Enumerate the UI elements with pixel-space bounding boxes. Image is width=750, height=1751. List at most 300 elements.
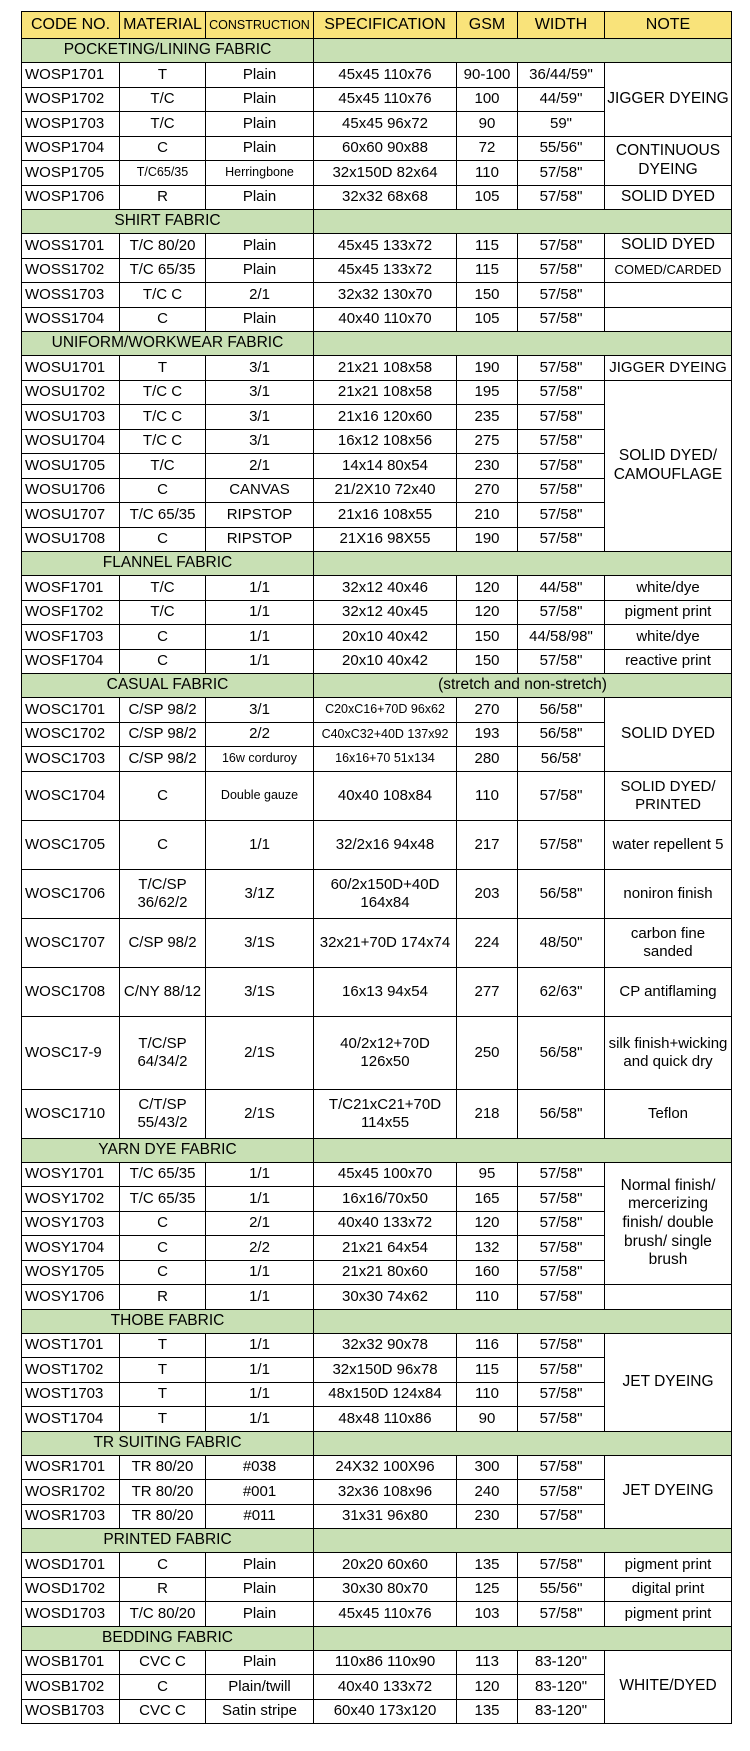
code-cell: WOSY1701	[22, 1162, 120, 1187]
gsm-cell: 105	[457, 307, 518, 332]
construction-cell: 2/2	[206, 1236, 314, 1261]
gsm-cell: 235	[457, 405, 518, 430]
spec-cell: 32/2x16 94x48	[314, 820, 457, 869]
gsm-cell: 110	[457, 161, 518, 186]
construction-cell: Plain	[206, 136, 314, 161]
code-cell: WOSR1702	[22, 1480, 120, 1505]
construction-cell: 1/1	[206, 1285, 314, 1310]
spec-cell: 32x21+70D 174x74	[314, 918, 457, 967]
gsm-cell: 120	[457, 600, 518, 625]
table-row	[22, 649, 732, 674]
code-cell: WOSP1706	[22, 185, 120, 210]
material-cell: C	[120, 1236, 206, 1261]
note-cell: JET DYEING	[605, 1333, 732, 1431]
code-cell: WOSB1701	[22, 1650, 120, 1675]
construction-cell: 2/1S	[206, 1016, 314, 1089]
gsm-cell: 150	[457, 625, 518, 650]
note-cell: white/dye	[605, 576, 732, 601]
width-cell: 55/56"	[518, 1577, 605, 1602]
construction-cell: #001	[206, 1480, 314, 1505]
material-cell: T/C C	[120, 380, 206, 405]
construction-cell: Double gauze	[206, 771, 314, 820]
table-row	[22, 698, 732, 723]
code-cell: WOSP1703	[22, 112, 120, 137]
material-cell: C	[120, 1211, 206, 1236]
material-cell: T/C	[120, 600, 206, 625]
material-cell: T	[120, 1358, 206, 1383]
table-row	[22, 820, 732, 869]
code-cell: WOSD1702	[22, 1577, 120, 1602]
material-cell: C	[120, 527, 206, 552]
section-title: SHIRT FABRIC	[22, 210, 314, 234]
construction-cell: 16w corduroy	[206, 747, 314, 772]
construction-cell: 3/1	[206, 405, 314, 430]
width-cell: 57/58"	[518, 1455, 605, 1480]
gsm-cell: 103	[457, 1602, 518, 1627]
table-row	[22, 625, 732, 650]
material-cell: T/C 65/35	[120, 1162, 206, 1187]
width-cell: 44/59"	[518, 87, 605, 112]
table-row	[22, 576, 732, 601]
note-cell: Normal finish/ mercerizing finish/ double brush/ single brush	[605, 1162, 732, 1285]
spec-cell: 60/2x150D+40D 164x84	[314, 869, 457, 918]
spec-cell: T/C21xC21+70D 114x55	[314, 1089, 457, 1138]
section-title: PRINTED FABRIC	[22, 1529, 314, 1553]
gsm-cell: 115	[457, 234, 518, 259]
gsm-cell: 203	[457, 869, 518, 918]
spec-cell: 32x32 90x78	[314, 1333, 457, 1358]
spec-cell: 32x150D 82x64	[314, 161, 457, 186]
note-cell: CP antiflaming	[605, 967, 732, 1016]
construction-cell: Plain	[206, 1650, 314, 1675]
code-cell: WOSU1701	[22, 356, 120, 381]
width-cell: 57/58"	[518, 356, 605, 381]
material-cell: T/C	[120, 112, 206, 137]
note-cell: SOLID DYED	[605, 185, 732, 210]
gsm-cell: 135	[457, 1699, 518, 1724]
spec-cell: 60x60 90x88	[314, 136, 457, 161]
table-row	[22, 307, 732, 332]
code-cell: WOSC1704	[22, 771, 120, 820]
note-cell: JET DYEING	[605, 1455, 732, 1529]
code-cell: WOSU1704	[22, 429, 120, 454]
code-cell: WOSF1702	[22, 600, 120, 625]
code-cell: WOSC1706	[22, 869, 120, 918]
construction-cell: 3/1	[206, 380, 314, 405]
header-width: WIDTH	[518, 12, 605, 39]
code-cell: WOST1701	[22, 1333, 120, 1358]
spec-cell: 14x14 80x54	[314, 454, 457, 479]
code-cell: WOSS1701	[22, 234, 120, 259]
note-cell: CONTINUOUS DYEING	[605, 136, 732, 185]
code-cell: WOSC1710	[22, 1089, 120, 1138]
width-cell: 59"	[518, 112, 605, 137]
construction-cell: 1/1	[206, 649, 314, 674]
gsm-cell: 230	[457, 454, 518, 479]
code-cell: WOSP1702	[22, 87, 120, 112]
table-row	[22, 1455, 732, 1480]
material-cell: TR 80/20	[120, 1504, 206, 1529]
construction-cell: #038	[206, 1455, 314, 1480]
construction-cell: Plain	[206, 258, 314, 283]
gsm-cell: 250	[457, 1016, 518, 1089]
section-title: YARN DYE FABRIC	[22, 1138, 314, 1162]
gsm-cell: 193	[457, 722, 518, 747]
gsm-cell: 110	[457, 1382, 518, 1407]
width-cell: 57/58"	[518, 1602, 605, 1627]
material-cell: T	[120, 1333, 206, 1358]
spec-cell: 20x20 60x60	[314, 1553, 457, 1578]
material-cell: C/T/SP 55/43/2	[120, 1089, 206, 1138]
header-construction: CONSTRUCTION	[206, 12, 314, 39]
gsm-cell: 113	[457, 1650, 518, 1675]
gsm-cell: 125	[457, 1577, 518, 1602]
construction-cell: 3/1S	[206, 918, 314, 967]
material-cell: C	[120, 820, 206, 869]
width-cell: 56/58"	[518, 1016, 605, 1089]
code-cell: WOSC1707	[22, 918, 120, 967]
width-cell: 57/58"	[518, 258, 605, 283]
code-cell: WOSY1706	[22, 1285, 120, 1310]
width-cell: 57/58"	[518, 1211, 605, 1236]
material-cell: CVC C	[120, 1699, 206, 1724]
gsm-cell: 190	[457, 356, 518, 381]
table-row	[22, 1333, 732, 1358]
construction-cell: Plain	[206, 185, 314, 210]
code-cell: WOSY1704	[22, 1236, 120, 1261]
width-cell: 62/63"	[518, 967, 605, 1016]
spec-cell: 45x45 110x76	[314, 1602, 457, 1627]
code-cell: WOSC1702	[22, 722, 120, 747]
gsm-cell: 160	[457, 1260, 518, 1285]
gsm-cell: 110	[457, 1285, 518, 1310]
table-row	[22, 1285, 732, 1310]
spec-cell: 20x10 40x42	[314, 625, 457, 650]
header-material: MATERIAL	[120, 12, 206, 39]
note-cell: SOLID DYED	[605, 234, 732, 259]
material-cell: TR 80/20	[120, 1480, 206, 1505]
header-gsm: GSM	[457, 12, 518, 39]
material-cell: T/C 65/35	[120, 258, 206, 283]
spec-cell: 48x48 110x86	[314, 1407, 457, 1432]
table-row	[22, 380, 732, 405]
gsm-cell: 300	[457, 1455, 518, 1480]
code-cell: WOSY1705	[22, 1260, 120, 1285]
construction-cell: 1/1	[206, 576, 314, 601]
code-cell: WOSR1701	[22, 1455, 120, 1480]
construction-cell: 1/1	[206, 600, 314, 625]
spec-cell: 21x16 108x55	[314, 503, 457, 528]
note-cell: WHITE/DYED	[605, 1650, 732, 1724]
gsm-cell: 217	[457, 820, 518, 869]
spec-cell: 32x150D 96x78	[314, 1358, 457, 1383]
material-cell: C/SP 98/2	[120, 722, 206, 747]
spec-cell: 24X32 100X96	[314, 1455, 457, 1480]
section-bedding	[22, 1626, 732, 1650]
width-cell: 44/58/98"	[518, 625, 605, 650]
table-row	[22, 136, 732, 161]
gsm-cell: 120	[457, 576, 518, 601]
material-cell: T	[120, 1382, 206, 1407]
material-cell: T/C 80/20	[120, 234, 206, 259]
section-flannel	[22, 552, 732, 576]
material-cell: T/C 65/35	[120, 503, 206, 528]
width-cell: 57/58"	[518, 234, 605, 259]
width-cell: 57/58"	[518, 1504, 605, 1529]
material-cell: T	[120, 356, 206, 381]
width-cell: 56/58"	[518, 698, 605, 723]
construction-cell: 2/1	[206, 1211, 314, 1236]
spec-cell: 20x10 40x42	[314, 649, 457, 674]
material-cell: T/C	[120, 576, 206, 601]
material-cell: CVC C	[120, 1650, 206, 1675]
section-title: THOBE FABRIC	[22, 1309, 314, 1333]
spec-cell: 32x32 130x70	[314, 283, 457, 308]
section-casual	[22, 674, 732, 698]
material-cell: T/C65/35	[120, 161, 206, 186]
material-cell: T/C	[120, 87, 206, 112]
width-cell: 57/58"	[518, 1480, 605, 1505]
spec-cell: 21/2X10 72x40	[314, 478, 457, 503]
note-cell: carbon fine sanded	[605, 918, 732, 967]
code-cell: WOST1702	[22, 1358, 120, 1383]
construction-cell: 2/1	[206, 283, 314, 308]
gsm-cell: 195	[457, 380, 518, 405]
table-row	[22, 1577, 732, 1602]
table-row	[22, 185, 732, 210]
construction-cell: Plain	[206, 1602, 314, 1627]
width-cell: 57/58"	[518, 1187, 605, 1212]
section-tr-suiting	[22, 1431, 732, 1455]
code-cell: WOSP1705	[22, 161, 120, 186]
spec-cell: C40xC32+40D 137x92	[314, 722, 457, 747]
material-cell: T/C	[120, 454, 206, 479]
width-cell: 83-120"	[518, 1650, 605, 1675]
code-cell: WOSF1704	[22, 649, 120, 674]
material-cell: T/C 65/35	[120, 1187, 206, 1212]
note-cell: white/dye	[605, 625, 732, 650]
note-cell: JIGGER DYEING	[605, 63, 732, 137]
width-cell: 48/50"	[518, 918, 605, 967]
table-row	[22, 356, 732, 381]
code-cell: WOSC1701	[22, 698, 120, 723]
table-row	[22, 869, 732, 918]
note-cell: pigment print	[605, 1602, 732, 1627]
code-cell: WOSS1704	[22, 307, 120, 332]
width-cell: 57/58"	[518, 503, 605, 528]
code-cell: WOSP1704	[22, 136, 120, 161]
gsm-cell: 270	[457, 478, 518, 503]
width-cell: 57/58"	[518, 307, 605, 332]
note-cell: reactive print	[605, 649, 732, 674]
width-cell: 57/58"	[518, 161, 605, 186]
code-cell: WOSU1702	[22, 380, 120, 405]
width-cell: 57/58"	[518, 1553, 605, 1578]
width-cell: 57/58"	[518, 600, 605, 625]
spec-cell: 16x12 108x56	[314, 429, 457, 454]
table-row	[22, 258, 732, 283]
code-cell: WOSU1703	[22, 405, 120, 430]
gsm-cell: 230	[457, 1504, 518, 1529]
note-cell: Teflon	[605, 1089, 732, 1138]
construction-cell: 1/1	[206, 1382, 314, 1407]
material-cell: C	[120, 136, 206, 161]
width-cell: 57/58"	[518, 1333, 605, 1358]
spec-cell: 16x16+70 51x134	[314, 747, 457, 772]
construction-cell: Plain	[206, 1577, 314, 1602]
code-cell: WOSB1703	[22, 1699, 120, 1724]
width-cell: 57/58"	[518, 1407, 605, 1432]
code-cell: WOSD1703	[22, 1602, 120, 1627]
gsm-cell: 110	[457, 771, 518, 820]
note-cell: silk finish+wicking and quick dry	[605, 1016, 732, 1089]
spec-cell: 32x32 68x68	[314, 185, 457, 210]
width-cell: 57/58"	[518, 405, 605, 430]
width-cell: 57/58"	[518, 1260, 605, 1285]
table-row	[22, 1016, 732, 1089]
construction-cell: 3/1	[206, 698, 314, 723]
note-cell: COMED/CARDED	[605, 258, 732, 283]
material-cell: C	[120, 478, 206, 503]
construction-cell: 1/1	[206, 625, 314, 650]
code-cell: WOSU1708	[22, 527, 120, 552]
spec-cell: 45x45 96x72	[314, 112, 457, 137]
note-cell: noniron finish	[605, 869, 732, 918]
table-row	[22, 600, 732, 625]
spec-cell: 40x40 133x72	[314, 1211, 457, 1236]
section-yarn-dye	[22, 1138, 732, 1162]
width-cell: 44/58"	[518, 576, 605, 601]
construction-cell: 1/1	[206, 1260, 314, 1285]
gsm-cell: 115	[457, 1358, 518, 1383]
material-cell: T/C 80/20	[120, 1602, 206, 1627]
material-cell: C/SP 98/2	[120, 698, 206, 723]
gsm-cell: 165	[457, 1187, 518, 1212]
table-row	[22, 967, 732, 1016]
code-cell: WOSC1708	[22, 967, 120, 1016]
table-row	[22, 1602, 732, 1627]
construction-cell: 3/1	[206, 356, 314, 381]
construction-cell: RIPSTOP	[206, 527, 314, 552]
header-row	[22, 12, 732, 39]
spec-cell: 45x45 100x70	[314, 1162, 457, 1187]
note-cell: pigment print	[605, 1553, 732, 1578]
code-cell: WOSS1702	[22, 258, 120, 283]
spec-cell: 32x12 40x46	[314, 576, 457, 601]
table-row	[22, 63, 732, 88]
width-cell: 56/58"	[518, 722, 605, 747]
fabric-table	[21, 11, 732, 1724]
code-cell: WOSP1701	[22, 63, 120, 88]
material-cell: R	[120, 1577, 206, 1602]
material-cell: T/C C	[120, 405, 206, 430]
construction-cell: 1/1	[206, 820, 314, 869]
header-code: CODE NO.	[22, 12, 120, 39]
gsm-cell: 120	[457, 1675, 518, 1700]
code-cell: WOSF1701	[22, 576, 120, 601]
width-cell: 57/58"	[518, 527, 605, 552]
width-cell: 56/58"	[518, 869, 605, 918]
gsm-cell: 95	[457, 1162, 518, 1187]
spec-cell: 110x86 110x90	[314, 1650, 457, 1675]
code-cell: WOST1703	[22, 1382, 120, 1407]
spec-cell: C20xC16+70D 96x62	[314, 698, 457, 723]
section-title: CASUAL FABRIC	[22, 674, 314, 698]
section-shirt	[22, 210, 732, 234]
width-cell: 56/58"	[518, 1089, 605, 1138]
construction-cell: Plain	[206, 87, 314, 112]
material-cell: C	[120, 307, 206, 332]
note-cell: water repellent 5	[605, 820, 732, 869]
gsm-cell: 280	[457, 747, 518, 772]
spec-cell: 48x150D 124x84	[314, 1382, 457, 1407]
width-cell: 57/58"	[518, 1358, 605, 1383]
width-cell: 57/58"	[518, 429, 605, 454]
table-row	[22, 771, 732, 820]
spec-cell: 16x13 94x54	[314, 967, 457, 1016]
spec-cell: 30x30 74x62	[314, 1285, 457, 1310]
note-cell: SOLID DYED	[605, 698, 732, 772]
material-cell: T/C C	[120, 283, 206, 308]
construction-cell: 1/1	[206, 1333, 314, 1358]
gsm-cell: 190	[457, 527, 518, 552]
gsm-cell: 90	[457, 112, 518, 137]
material-cell: C/NY 88/12	[120, 967, 206, 1016]
code-cell: WOSC1705	[22, 820, 120, 869]
table-row	[22, 234, 732, 259]
section-title: UNIFORM/WORKWEAR FABRIC	[22, 332, 314, 356]
construction-cell: Plain	[206, 112, 314, 137]
construction-cell: CANVAS	[206, 478, 314, 503]
spec-cell: 60x40 173x120	[314, 1699, 457, 1724]
construction-cell: 1/1	[206, 1187, 314, 1212]
header-note: NOTE	[605, 12, 732, 39]
gsm-cell: 270	[457, 698, 518, 723]
gsm-cell: 105	[457, 185, 518, 210]
width-cell: 57/58"	[518, 771, 605, 820]
material-cell: R	[120, 1285, 206, 1310]
spec-cell: 40x40 110x70	[314, 307, 457, 332]
section-uniform	[22, 332, 732, 356]
section-title: POCKETING/LINING FABRIC	[22, 39, 314, 63]
spec-cell: 32x12 40x45	[314, 600, 457, 625]
table-row	[22, 1553, 732, 1578]
construction-cell: 3/1S	[206, 967, 314, 1016]
material-cell: C	[120, 1675, 206, 1700]
construction-cell: RIPSTOP	[206, 503, 314, 528]
construction-cell: Plain	[206, 63, 314, 88]
construction-cell: Herringbone	[206, 161, 314, 186]
spec-cell: 21x21 80x60	[314, 1260, 457, 1285]
material-cell: T/C C	[120, 429, 206, 454]
spec-cell: 40x40 108x84	[314, 771, 457, 820]
section-title: TR SUITING FABRIC	[22, 1431, 314, 1455]
material-cell: C	[120, 1260, 206, 1285]
construction-cell: Plain	[206, 307, 314, 332]
gsm-cell: 277	[457, 967, 518, 1016]
material-cell: C	[120, 625, 206, 650]
code-cell: WOSY1703	[22, 1211, 120, 1236]
material-cell: T	[120, 1407, 206, 1432]
table-row	[22, 283, 732, 308]
width-cell: 57/58"	[518, 380, 605, 405]
width-cell: 57/58"	[518, 820, 605, 869]
construction-cell: 3/1Z	[206, 869, 314, 918]
material-cell: C/SP 98/2	[120, 918, 206, 967]
width-cell: 57/58"	[518, 1285, 605, 1310]
note-cell: JIGGER DYEING	[605, 356, 732, 381]
gsm-cell: 116	[457, 1333, 518, 1358]
